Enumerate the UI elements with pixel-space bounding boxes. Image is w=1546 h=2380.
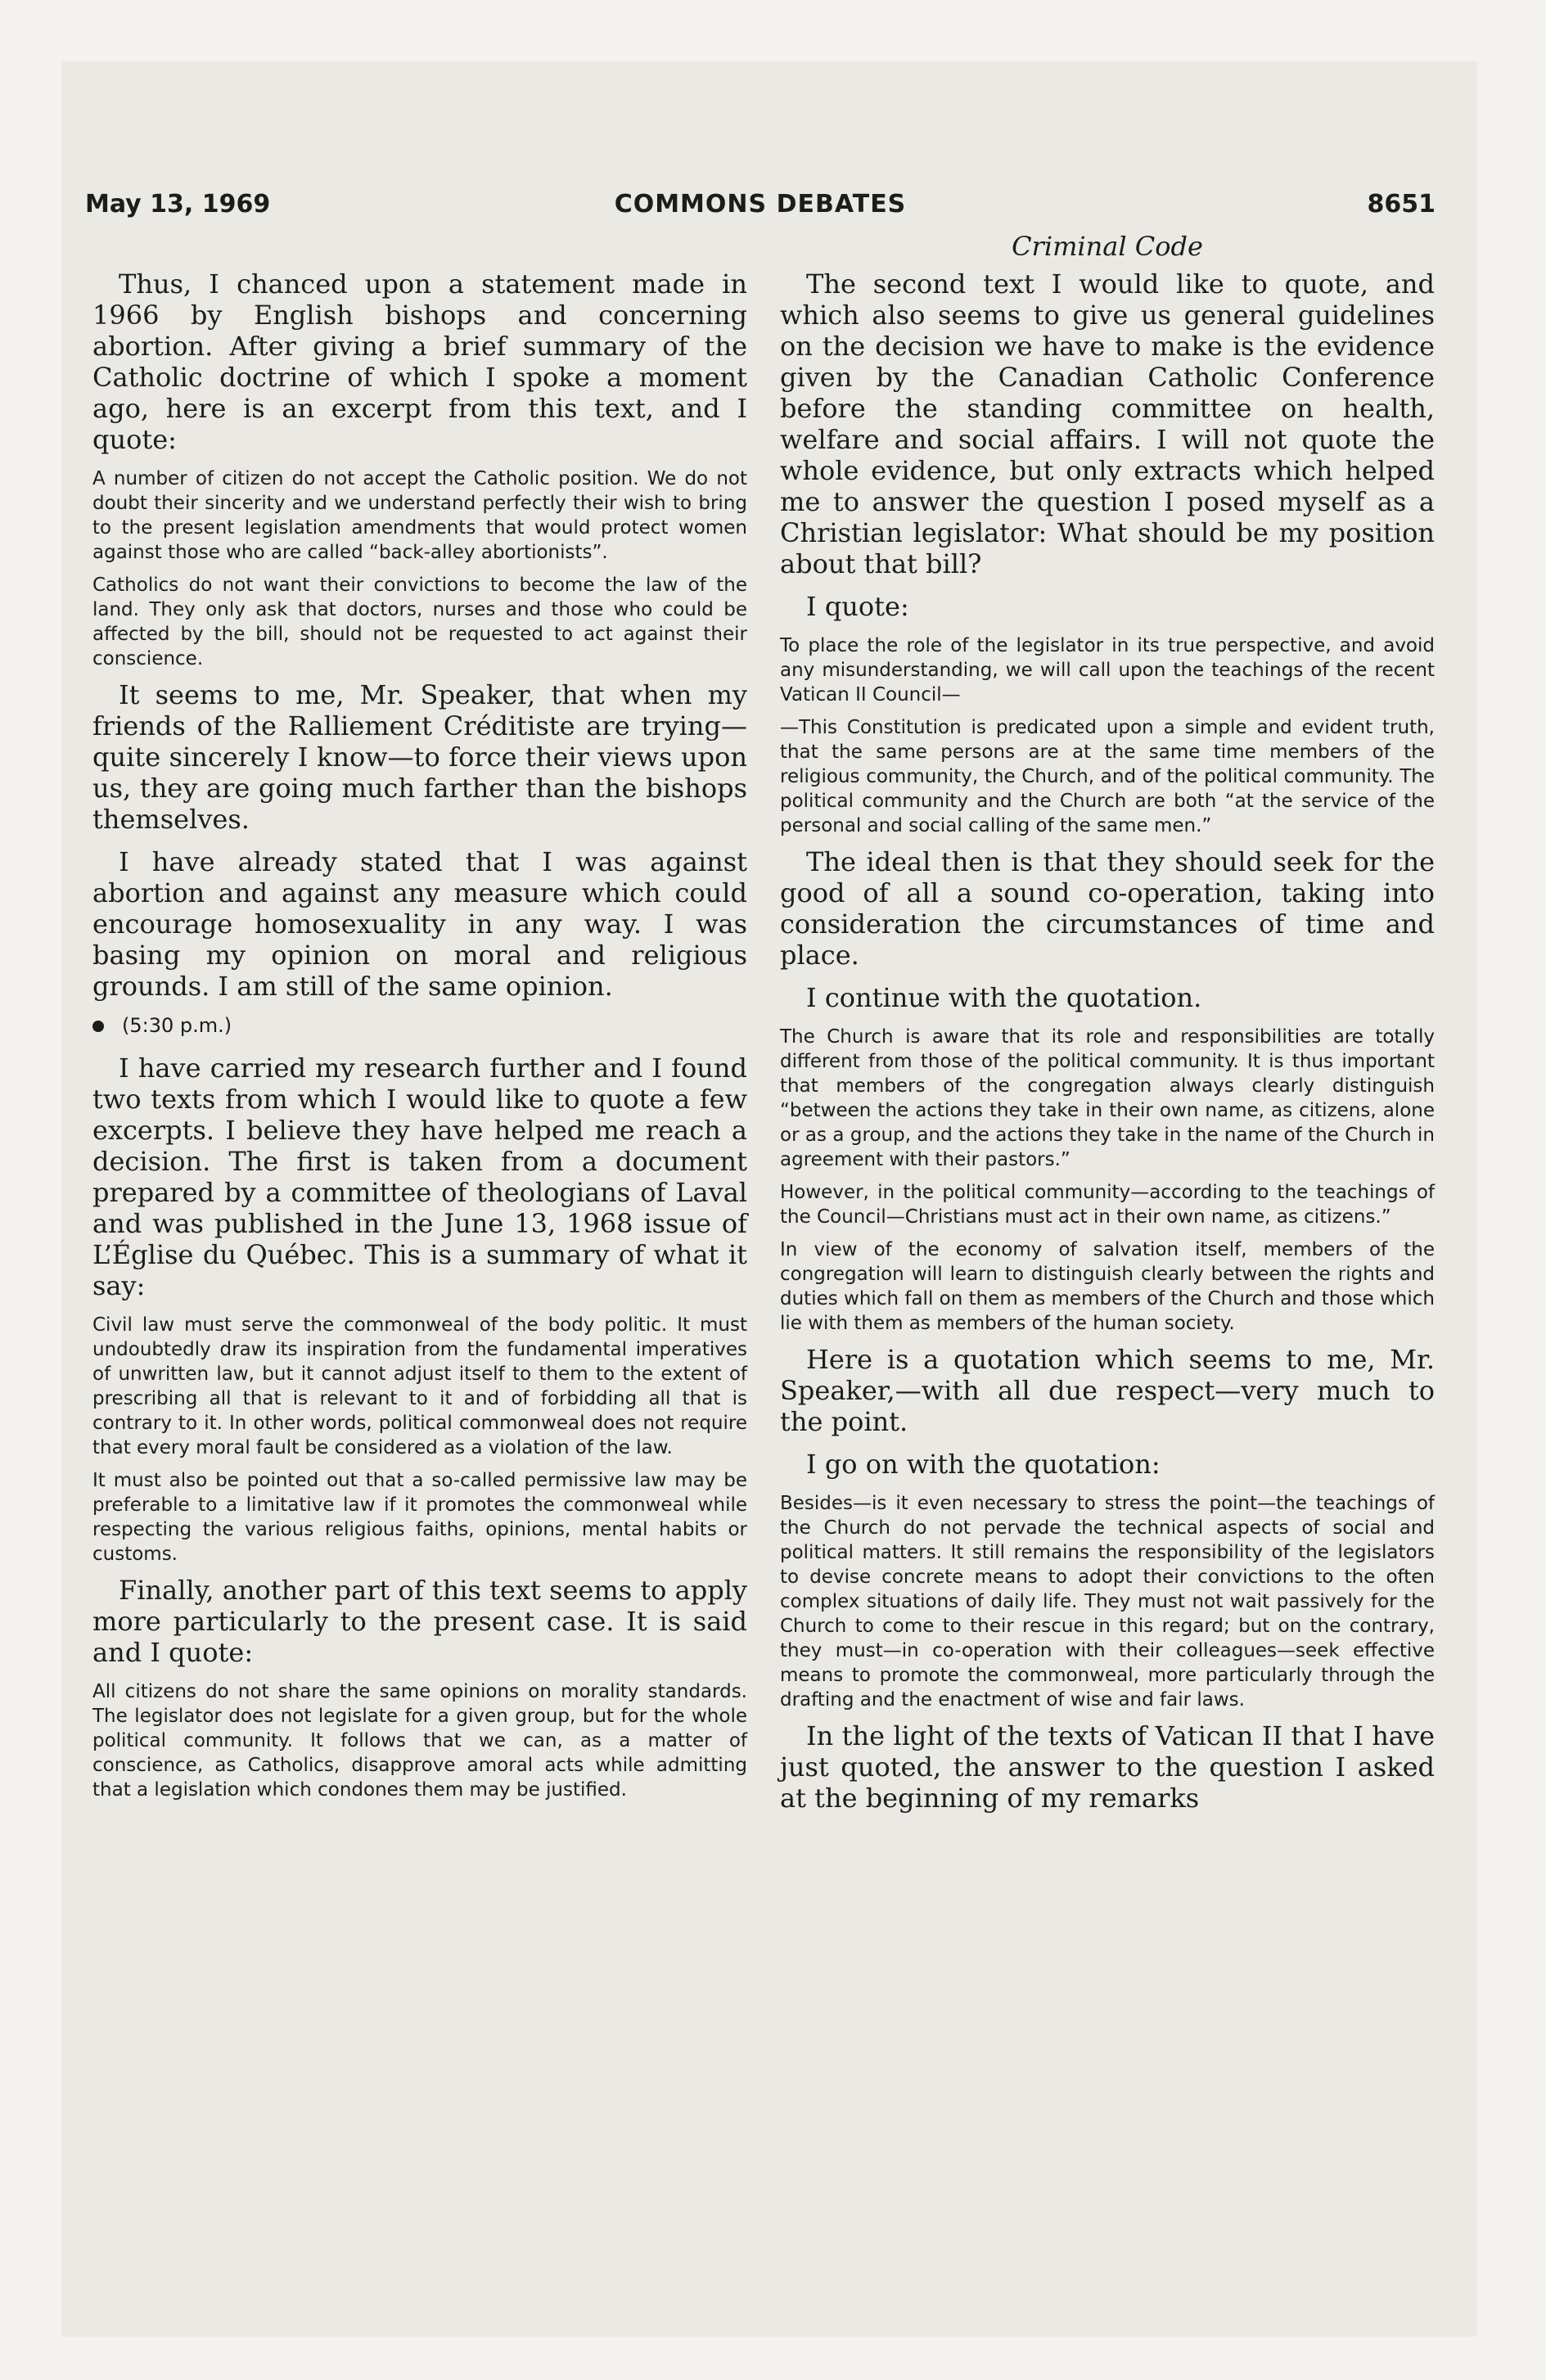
header-title: COMMONS DEBATES xyxy=(614,190,907,219)
page-header xyxy=(85,190,1436,231)
block-quote: —This Constitution is predicated upon a simple and evident truth, that the same persons are at the same time members of the religious community, the Church, and of the political community. The political community and the Church are both “at the service of the personal and social calling of the same men.” xyxy=(780,717,1435,836)
block-quote: A number of citizen do not accept the Catholic position. We do not doubt their sincerity and we understand perfectly their wish to bring to the present legislation amendments that would protect women against those who are called “back-alley abortionists”. xyxy=(92,468,747,563)
paragraph: In the light of the texts of Vatican II that I have just quoted, the answer to the question I asked at the beginning of my remarks xyxy=(780,1720,1435,1814)
section-heading: Criminal Code xyxy=(1012,231,1203,262)
block-quote: It must also be pointed out that a so-called permissive law may be preferable to a limitative law if it promotes the commonweal while respecting the various religious faiths, opinions, mental habits or customs. xyxy=(92,1470,747,1565)
block-quote: Civil law must serve the commonweal of the body politic. It must undoubtedly draw its inspiration from the fundamental imperatives of unwritten law, but it cannot adjust itself to them to the extent of prescribing all that is relevant to it and of forbidding all that is contrary to it. In other words, political commonweal does not require that every moral fault be considered as a violation of the law. xyxy=(92,1314,747,1458)
paragraph: I have carried my research further and I found two texts from which I would like to quote a few excerpts. I believe they have helped me reach a decision. The first is taken from a document prepared by a committee of theologians of Laval and was published in the June 13, 1968 issue of L’Église du Québec. This is a summary of what it say: xyxy=(92,1053,747,1301)
block-quote: However, in the political community—according to the teachings of the Council—Christians must act in their own name, as citizens.” xyxy=(780,1182,1435,1228)
header-page-number: 8651 xyxy=(1367,190,1436,219)
paragraph: It seems to me, Mr. Speaker, that when my friends of the Ralliement Créditiste are trying—quite sincerely I know—to force their views upon us, they are going much farther than the bishops themselves. xyxy=(92,679,747,835)
bullet-icon xyxy=(92,1021,104,1032)
time-text: (5:30 p.m.) xyxy=(122,1014,232,1037)
block-quote: The Church is aware that its role and responsibilities are totally different from those of the political community. It is thus important that members of the congregation always clearly distinguish “between the actions they take in their own name, as citizens, alone or as a group, and the actions they take in the name of the Church in agreement with their pastors.” xyxy=(780,1026,1435,1170)
paragraph: Thus, I chanced upon a statement made in 1966 by English bishops and concerning abortion. After giving a brief summary of the Catholic doctrine of which I spoke a moment ago, here is an excerpt from this text, and I quote: xyxy=(92,268,747,455)
right-column xyxy=(780,268,1435,1825)
block-quote: Besides—is it even necessary to stress the point—the teachings of the Church do not pervade the technical aspects of social and political matters. It still remains the responsibility of the legislators to devise concrete means to adopt their convictions to the often complex situations of daily life. They must not wait passively for the Church to come to their rescue in this regard; but on the contrary, they must—in co-operation with their colleagues—seek effective means to promote the commonweal, more particularly through the drafting and the enactment of wise and fair laws. xyxy=(780,1493,1435,1711)
left-column xyxy=(92,268,747,1810)
header-date: May 13, 1969 xyxy=(85,190,271,219)
paragraph: I quote: xyxy=(806,591,909,622)
block-quote: Catholics do not want their convictions to become the law of the land. They only ask that doctors, nurses and those who could be affected by the bill, should not be requested to act against their conscience. xyxy=(92,575,747,669)
paragraph: I have already stated that I was against abortion and against any measure which could encourage homosexuality in any way. I was basing my opinion on moral and religious grounds. I am still of the same opinion. xyxy=(92,846,747,1002)
paragraph: I go on with the quotation: xyxy=(806,1449,1161,1480)
block-quote: To place the role of the legislator in its true perspective, and avoid any misunderstanding, we will call upon the teachings of the recent Vatican II Council— xyxy=(780,635,1435,705)
paragraph: Here is a quotation which seems to me, Mr. Speaker,—with all due respect—very much to the point. xyxy=(780,1344,1435,1437)
paragraph: The ideal then is that they should seek for the good of all a sound co-operation, taking into consideration the circumstances of time and place. xyxy=(780,846,1435,971)
block-quote: All citizens do not share the same opinions on morality standards. The legislator does not legislate for a given group, but for the whole political community. It follows that we can, as a matter of conscience, as Catholics, disapprove amoral acts while admitting that a legislation which condones them may be justified. xyxy=(92,1681,747,1801)
paragraph: I continue with the quotation. xyxy=(806,982,1202,1013)
block-quote: In view of the economy of salvation itself, members of the congregation will learn to distinguish clearly between the rights and duties which fall on them as members of the Church and those which lie with them as members of the human society. xyxy=(780,1239,1435,1334)
paragraph: The second text I would like to quote, and which also seems to give us general guidelines on the decision we have to make is the evidence given by the Canadian Catholic Conference before the standing committee on health, welfare and social affairs. I will not quote the whole evidence, but only extracts which helped me to answer the question I posed myself as a Christian legislator: What should be my position about that bill? xyxy=(780,268,1435,579)
time-marker xyxy=(92,1013,747,1038)
paragraph: Finally, another part of this text seems to apply more particularly to the present case. It is said and I quote: xyxy=(92,1575,747,1668)
